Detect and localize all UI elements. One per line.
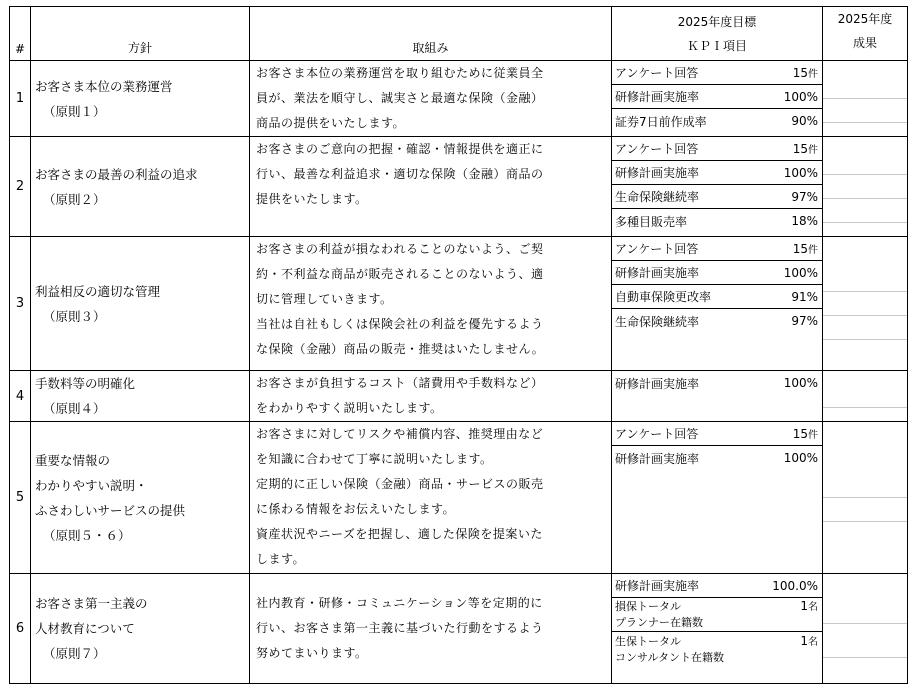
action-line: 当社は自社もしくは保険会社の利益を優先するよう [256, 317, 544, 331]
row-number: 1 [10, 61, 31, 137]
action-line: 員が、業法を順守し、誠実さと最適な保険（金融） [256, 91, 544, 105]
kpi-unit: 件 [808, 245, 818, 256]
kpi-item [612, 209, 822, 233]
header-result-line1: 2025年度 [837, 12, 893, 26]
header-result [823, 7, 908, 61]
result-cell[interactable] [823, 137, 908, 237]
action-line: お客さま本位の業務運営を取り組むために従業員全 [256, 66, 544, 80]
result-line [823, 199, 907, 223]
header-row [10, 7, 908, 61]
action-line: します。 [256, 552, 306, 566]
table-row [10, 137, 908, 237]
kpi-value: 90% [791, 114, 818, 128]
table-row [10, 237, 908, 371]
policy-line: お客さま第一主義の [35, 596, 148, 611]
policy-line: （原則３） [43, 308, 106, 324]
result-line [823, 75, 907, 99]
kpi-item [612, 185, 822, 209]
kpi-label: 生命保険継続率 [615, 190, 700, 204]
result-line [823, 474, 907, 498]
action-cell [250, 574, 612, 684]
kpi-cell [612, 137, 823, 237]
action-line: お客さまが負担するコスト（諸費用や手数料など） [256, 376, 544, 390]
policy-cell [31, 61, 250, 137]
kpi-unit: 件 [808, 430, 818, 441]
action-line: お客さまのご意向の把握・確認・情報提供を適正に [256, 142, 544, 156]
action-cell [250, 371, 612, 422]
kpi-label: 研修計画実施率 [615, 166, 700, 180]
kpi-value: 97% [791, 189, 818, 204]
kpi-unit: 件 [808, 69, 818, 80]
kpi-value: 100.0% [772, 578, 818, 593]
action-line: 商品の提供をいたします。 [256, 116, 406, 130]
action-line: 約・不利益な商品が販売されることのないよう、適 [256, 267, 544, 281]
kpi-item [612, 285, 822, 309]
kpi-value: 100% [783, 451, 818, 465]
result-line [823, 624, 907, 658]
result-line [823, 268, 907, 292]
result-line [823, 316, 907, 340]
kpi-label: 生保トータル [615, 634, 681, 648]
kpi-item [612, 237, 822, 261]
header-action: 取組み [250, 7, 612, 61]
row-number: 2 [10, 137, 31, 237]
kpi-unit: 件 [808, 145, 818, 156]
kpi-unit: 名 [808, 636, 818, 648]
result-line [823, 600, 907, 624]
kpi-item [612, 371, 822, 395]
policy-line: （原則７） [43, 646, 106, 661]
kpi-label: アンケート回答 [615, 242, 699, 256]
kpi-value: 18% [791, 214, 818, 228]
row-number: 6 [10, 574, 31, 684]
policy-line: わかりやすい説明・ [35, 477, 148, 493]
action-line: お客さまに対してリスクや補償内容、推奨理由など [256, 427, 544, 441]
kpi-item [612, 109, 822, 133]
header-kpi-line1: 2025年度目標 [677, 14, 757, 29]
result-line [823, 498, 907, 522]
kpi-value: 1 [800, 599, 808, 613]
policy-line: 重要な情報の [35, 452, 111, 468]
result-line [823, 384, 907, 408]
kpi-label: 研修計画実施率 [615, 579, 700, 593]
header-policy: 方針 [31, 7, 250, 61]
policy-line: （原則４） [43, 401, 106, 416]
kpi-label: 研修計画実施率 [615, 90, 700, 104]
policy-line: （原則５・６） [43, 527, 131, 543]
result-cell[interactable] [823, 574, 908, 684]
action-line: 努めてまいります。 [256, 646, 368, 660]
action-cell [250, 422, 612, 574]
kpi-label: 研修計画実施率 [615, 376, 700, 391]
kpi-label: 生命保険継続率 [615, 314, 700, 329]
header-kpi-line2: ＫＰＩ項目 [686, 38, 747, 53]
action-line: 行い、お客さま第一主義に基づいた行動をするよう [256, 621, 544, 635]
action-line: に係わる情報をお伝えいたします。 [256, 502, 456, 516]
action-cell [250, 137, 612, 237]
result-line [823, 292, 907, 316]
policy-cell [31, 422, 250, 574]
result-line [823, 175, 907, 199]
kpi-item [612, 85, 822, 109]
kpi-item [612, 574, 822, 598]
kpi-unit: 名 [808, 602, 818, 613]
kpi-value: 15 [792, 142, 808, 156]
action-line: 資産状況やニーズを把握し、適した保険を提案いた [256, 527, 543, 541]
action-line: 行い、最善な利益追求・適切な保険（金融）商品の [256, 167, 544, 181]
action-line: をわかりやすく説明いたします。 [256, 401, 443, 415]
table-row [10, 61, 908, 137]
header-num: # [10, 7, 31, 61]
kpi-item [612, 61, 822, 85]
kpi-item [612, 422, 822, 446]
kpi-value: 100% [783, 265, 818, 280]
policy-line: （原則１） [43, 103, 106, 119]
policy-line: お客さまの最善の利益の追求 [35, 166, 198, 182]
policy-cell [31, 574, 250, 684]
kpi-value: 100% [783, 376, 818, 390]
kpi-cell [612, 237, 823, 371]
action-line: 定期的に正しい保険（金融）商品・サービスの販売 [256, 477, 544, 491]
policy-line: 人材教育について [35, 621, 135, 636]
policy-line: （原則２） [43, 191, 106, 207]
kpi-item [612, 309, 822, 333]
kpi-value: 97% [791, 314, 818, 328]
policy-line: 手数料等の明確化 [35, 376, 136, 391]
kpi-item [612, 632, 822, 666]
kpi-label: アンケート回答 [615, 66, 699, 80]
kpi-label-2: コンサルタント在籍数 [615, 650, 725, 664]
kpi-label: 損保トータル [615, 600, 681, 613]
kpi-item [612, 598, 822, 632]
kpi-value: 100% [783, 165, 818, 180]
action-line: を知識に合わせて丁寧に説明いたします。 [256, 452, 493, 466]
kpi-cell [612, 574, 823, 684]
kpi-value: 15 [792, 242, 808, 256]
action-line: 社内教育・研修・コミュニケーション等を定期的に [256, 596, 543, 610]
result-line [823, 99, 907, 123]
kpi-label: 研修計画実施率 [615, 266, 700, 280]
kpi-value: 15 [792, 427, 808, 441]
action-cell [250, 237, 612, 371]
result-cell[interactable] [823, 61, 908, 137]
kpi-label: 多種目販売率 [615, 214, 688, 229]
kpi-label-2: プランナー在籍数 [615, 616, 703, 629]
policy-cell [31, 237, 250, 371]
kpi-label: 証券7日前作成率 [615, 114, 707, 129]
policy-line: 利益相反の適切な管理 [35, 283, 161, 299]
kpi-label: アンケート回答 [615, 142, 699, 156]
result-cell[interactable] [823, 371, 908, 422]
table-row [10, 574, 908, 684]
kpi-label: 研修計画実施率 [615, 451, 700, 466]
action-line: な保険（金融）商品の販売・推奨はいたしません。 [256, 342, 545, 356]
kpi-cell [612, 422, 823, 574]
row-number: 4 [10, 371, 31, 422]
kpi-cell [612, 371, 823, 422]
kpi-value: 1 [800, 633, 808, 648]
action-line: 提供をいたします。 [256, 192, 368, 206]
kpi-label: 自動車保険更改率 [615, 290, 712, 304]
kpi-value: 15 [792, 66, 808, 80]
kpi-value: 91% [791, 289, 818, 304]
policy-line: お客さま本位の業務運営 [35, 78, 173, 94]
kpi-item [612, 261, 822, 285]
kpi-value: 100% [783, 89, 818, 104]
kpi-item [612, 161, 822, 185]
kpi-table [9, 6, 908, 684]
kpi-item [612, 137, 822, 161]
kpi-label: アンケート回答 [615, 427, 699, 441]
table-row [10, 422, 908, 574]
header-result-line2: 成果 [852, 36, 877, 50]
policy-cell [31, 371, 250, 422]
header-kpi [612, 7, 823, 61]
policy-cell [31, 137, 250, 237]
result-cell[interactable] [823, 422, 908, 574]
action-line: お客さまの利益が損なわれることのないよう、ご契 [256, 242, 544, 256]
policy-line: ふさわしいサービスの提供 [35, 502, 186, 518]
row-number: 5 [10, 422, 31, 574]
kpi-cell [612, 61, 823, 137]
action-cell [250, 61, 612, 137]
row-number: 3 [10, 237, 31, 371]
result-cell[interactable] [823, 237, 908, 371]
kpi-item [612, 446, 822, 470]
action-line: 切に管理していきます。 [256, 292, 393, 306]
result-line [823, 151, 907, 175]
table-row [10, 371, 908, 422]
